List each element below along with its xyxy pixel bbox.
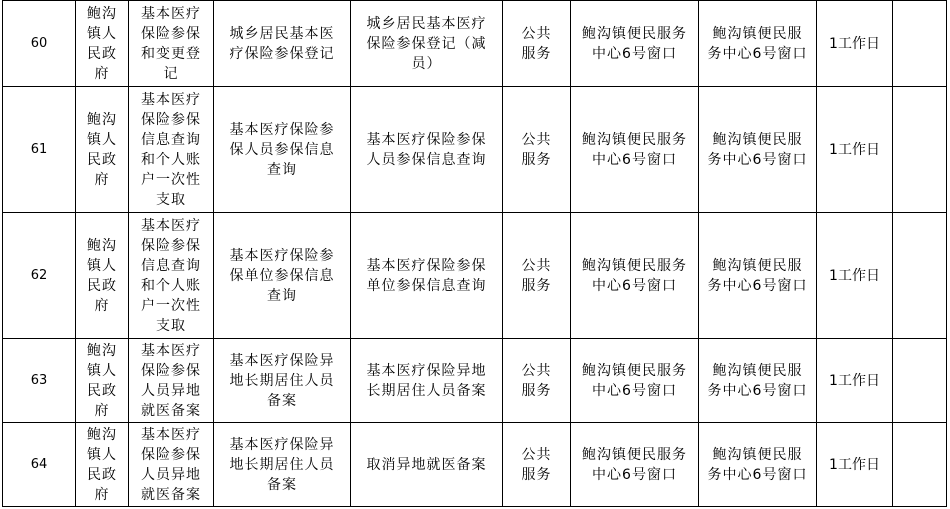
empty-cell (893, 423, 947, 507)
service-place-2: 鲍沟镇便民服务中心6号窗口 (699, 213, 817, 339)
item-name: 城乡居民基本医疗保险参保登记（减员） (351, 1, 503, 87)
service-place: 鲍沟镇便民服务中心6号窗口 (571, 1, 699, 87)
row-number: 64 (3, 423, 76, 507)
main-item: 基本医疗保险参保人员异地就医备案 (129, 339, 214, 423)
time-limit: 1工作日 (817, 1, 893, 87)
org-name: 鲍沟镇人民政府 (76, 339, 129, 423)
table-row (3, 87, 947, 213)
empty-cell (893, 213, 947, 339)
row-number: 62 (3, 213, 76, 339)
item-name: 基本医疗保险参保单位参保信息查询 (351, 213, 503, 339)
service-type: 公共服务 (503, 213, 571, 339)
org-name: 鲍沟镇人民政府 (76, 423, 129, 507)
sub-item: 城乡居民基本医疗保险参保登记 (214, 1, 351, 87)
empty-cell (893, 1, 947, 87)
service-items-table (2, 0, 947, 507)
sub-item: 基本医疗保险异地长期居住人员备案 (214, 339, 351, 423)
service-place-2: 鲍沟镇便民服务中心6号窗口 (699, 87, 817, 213)
empty-cell (893, 339, 947, 423)
sub-item: 基本医疗保险参保人员参保信息查询 (214, 87, 351, 213)
service-place-2: 鲍沟镇便民服务中心6号窗口 (699, 423, 817, 507)
empty-cell (893, 87, 947, 213)
row-number: 60 (3, 1, 76, 87)
time-limit: 1工作日 (817, 87, 893, 213)
service-type: 公共服务 (503, 87, 571, 213)
service-type: 公共服务 (503, 1, 571, 87)
service-place: 鲍沟镇便民服务中心6号窗口 (571, 213, 699, 339)
service-place: 鲍沟镇便民服务中心6号窗口 (571, 87, 699, 213)
service-place-2: 鲍沟镇便民服务中心6号窗口 (699, 1, 817, 87)
row-number: 63 (3, 339, 76, 423)
service-type: 公共服务 (503, 423, 571, 507)
sub-item: 基本医疗保险参保单位参保信息查询 (214, 213, 351, 339)
org-name: 鲍沟镇人民政府 (76, 87, 129, 213)
main-item: 基本医疗保险参保信息查询和个人账户一次性支取 (129, 87, 214, 213)
time-limit: 1工作日 (817, 423, 893, 507)
table-row (3, 339, 947, 423)
service-place: 鲍沟镇便民服务中心6号窗口 (571, 423, 699, 507)
item-name: 基本医疗保险参保人员参保信息查询 (351, 87, 503, 213)
item-name: 基本医疗保险异地长期居住人员备案 (351, 339, 503, 423)
org-name: 鲍沟镇人民政府 (76, 1, 129, 87)
item-name: 取消异地就医备案 (351, 423, 503, 507)
table-row (3, 423, 947, 507)
main-item: 基本医疗保险参保和变更登记 (129, 1, 214, 87)
time-limit: 1工作日 (817, 339, 893, 423)
table-row (3, 213, 947, 339)
main-item: 基本医疗保险参保信息查询和个人账户一次性支取 (129, 213, 214, 339)
row-number: 61 (3, 87, 76, 213)
sub-item: 基本医疗保险异地长期居住人员备案 (214, 423, 351, 507)
service-type: 公共服务 (503, 339, 571, 423)
org-name: 鲍沟镇人民政府 (76, 213, 129, 339)
time-limit: 1工作日 (817, 213, 893, 339)
service-place-2: 鲍沟镇便民服务中心6号窗口 (699, 339, 817, 423)
table-row (3, 1, 947, 87)
service-place: 鲍沟镇便民服务中心6号窗口 (571, 339, 699, 423)
main-item: 基本医疗保险参保人员异地就医备案 (129, 423, 214, 507)
